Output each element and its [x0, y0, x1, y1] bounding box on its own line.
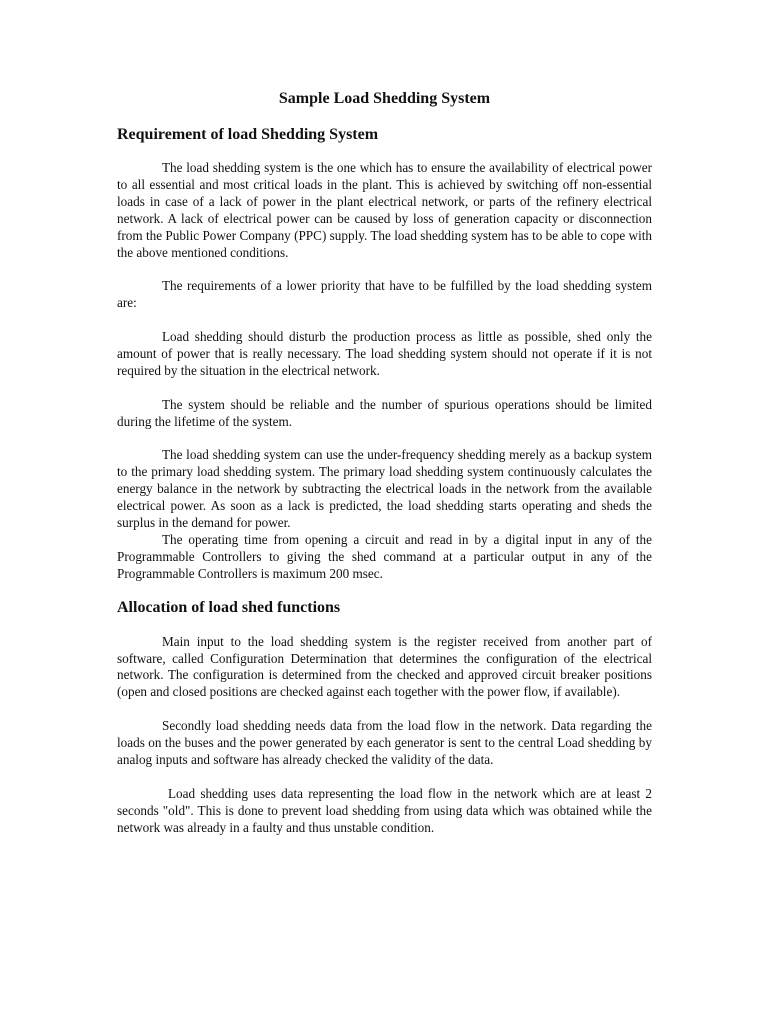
paragraph: The load shedding system is the one which has to ensure the availability of electrical power to all essential and most critical loads in the plant. This is achieved by switching off non-essential loads in case of a lack of power in the plant electrical network, or parts of the refinery electrical network. A lack of electrical power can be caused by loss of generation capacity or disconnection from the Public Power Company (PPC) supply. The load shedding system has to be able to cope with the above mentioned conditions.: [117, 160, 652, 260]
paragraph: Secondly load shedding needs data from the load flow in the network. Data regarding the loads on the buses and the power generated by each generator is sent to the central Load shedding by analog inputs and software has already checked the validity of the data.: [117, 718, 652, 767]
paragraph: The load shedding system can use the under-frequency shedding merely as a backup system to the primary load shedding system. The primary load shedding system continuously calculates the energy balance in the network by subtracting the electrical loads in the network from the available electrical power. As soon as a lack is predicted, the load shedding starts operating and sheds the surplus in the demand for power.: [117, 447, 652, 530]
paragraph: The system should be reliable and the number of spurious operations should be limited during the lifetime of the system.: [117, 396, 652, 429]
document-page: [117, 88, 652, 836]
document-title: Sample Load Shedding System: [278, 90, 491, 107]
paragraph: Load shedding uses data representing the load flow in the network which are at least 2 seconds "old". This is done to prevent load shedding from using data which was obtained while the network was already in a faulty and thus unstable condition.: [117, 785, 652, 835]
paragraph: Load shedding should disturb the production process as little as possible, shed only the amount of power that is really necessary. The load shedding system should not operate if it is not required by the situation in the electrical network.: [117, 329, 652, 378]
paragraph: The requirements of a lower priority that have to be fulfilled by the load shedding system are:: [117, 278, 652, 311]
paragraph: The operating time from opening a circuit and read in by a digital input in any of the Programmable Controllers to giving the shed command at a particular output in any of the Programmable Controllers is maximum 200 msec.: [117, 531, 652, 581]
section-heading-requirement: Requirement of load Shedding System: [117, 126, 379, 143]
paragraph: Main input to the load shedding system is the register received from another part of software, called Configuration Determination that determines the configuration of the electrical network. The configuration is determined from the checked and approved circuit breaker positions (open and closed positions are checked against each together with the power flow, if available).: [117, 633, 652, 700]
section-heading-allocation: Allocation of load shed functions: [117, 598, 341, 616]
